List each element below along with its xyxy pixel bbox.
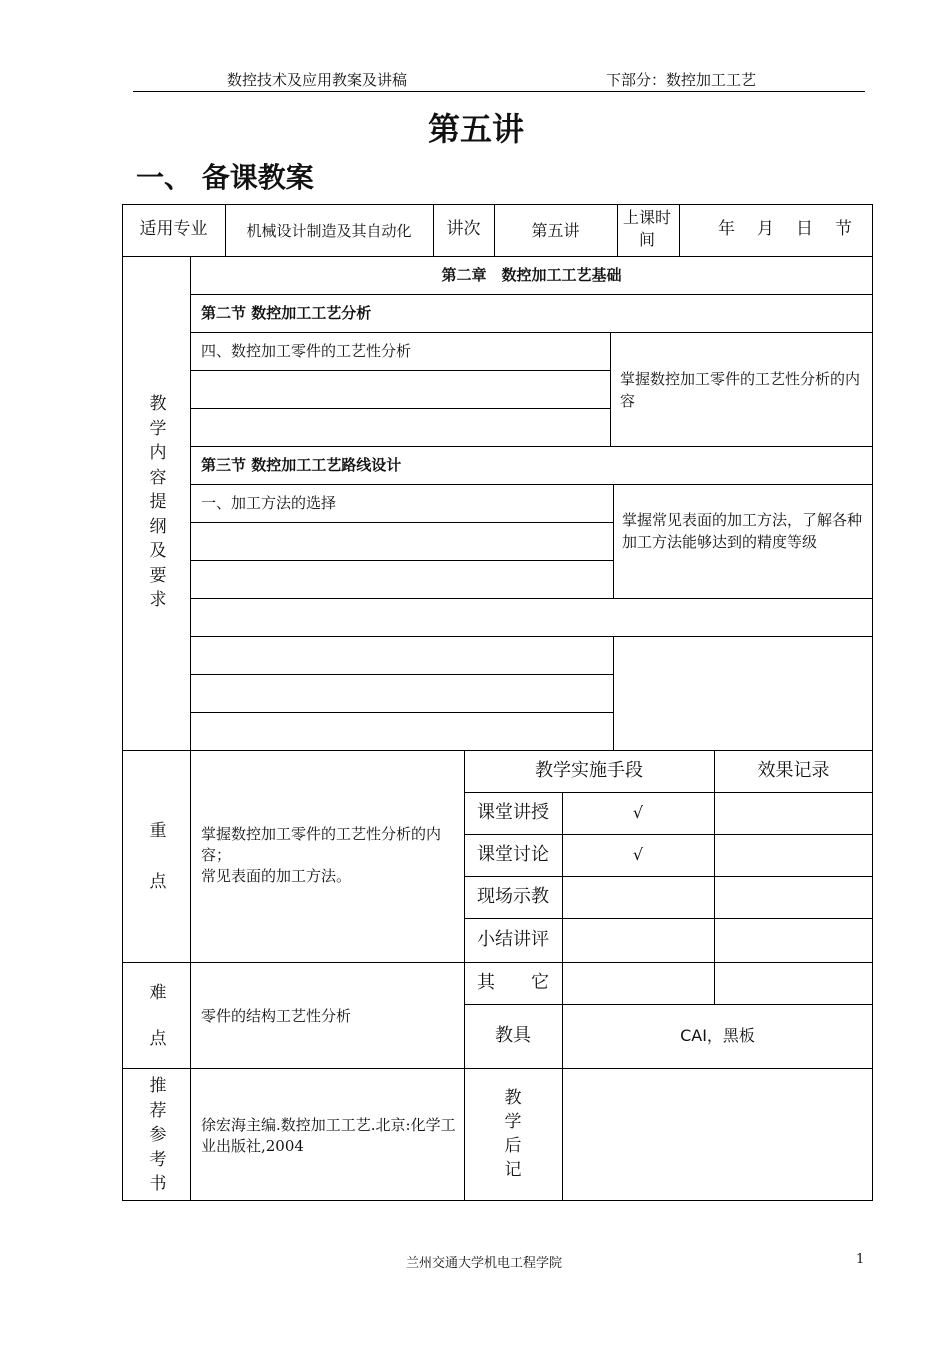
date-month: 月 bbox=[757, 219, 774, 239]
row-rule bbox=[122, 256, 873, 257]
difficult-label-2: 点 bbox=[149, 1029, 167, 1049]
requirement-text: 掌握常见表面的加工方法，了解各种加工方法能够达到的精度等级 bbox=[622, 511, 863, 551]
tools-label: 教具 bbox=[495, 1025, 531, 1046]
row-rule bbox=[122, 750, 873, 751]
requirement-text: 掌握数控加工零件的工艺性分析的内容 bbox=[620, 370, 861, 410]
key-label-1: 重 bbox=[149, 821, 167, 841]
row-rule bbox=[190, 294, 873, 295]
afterword-label: 教学后记 bbox=[504, 1088, 522, 1180]
major-label: 适用专业 bbox=[139, 219, 208, 239]
date-day: 日 bbox=[796, 219, 813, 239]
section3-heading: 第三节 数控加工工艺路线设计 bbox=[201, 456, 402, 474]
row-rule bbox=[190, 636, 873, 637]
col-rule bbox=[190, 256, 191, 1201]
method-name: 其 它 bbox=[477, 972, 549, 993]
method-name: 现场示教 bbox=[477, 886, 549, 907]
outline-label: 教学内容提纲及要求 bbox=[149, 394, 167, 610]
section-title: 一、 备课教案 bbox=[136, 161, 314, 194]
header-right: 下部分：数控加工工艺 bbox=[606, 71, 757, 89]
row-rule bbox=[464, 834, 873, 835]
row-rule bbox=[190, 674, 613, 675]
methods-header: 教学实施手段 bbox=[535, 760, 643, 781]
method-check: √ bbox=[632, 845, 644, 864]
key-line: 常见表面的加工方法。 bbox=[201, 867, 352, 885]
header-rule bbox=[133, 91, 865, 92]
method-name: 小结讲评 bbox=[477, 929, 549, 950]
difficult-label-1: 难 bbox=[149, 983, 167, 1003]
footer-institution: 兰州交通大学机电工程学院 bbox=[405, 1256, 562, 1271]
row-rule bbox=[190, 446, 873, 447]
lecture-value: 第五讲 bbox=[531, 221, 580, 240]
tools-value: CAI，黑板 bbox=[680, 1026, 755, 1045]
row-rule bbox=[122, 1068, 873, 1069]
outline-item: 四、数控加工零件的工艺性分析 bbox=[201, 342, 412, 360]
col-rule bbox=[613, 484, 614, 598]
books-content: 徐宏海主编.数控加工工艺.北京:化学工业出版社,2004 bbox=[201, 1116, 456, 1155]
method-check: √ bbox=[632, 803, 644, 822]
col-rule bbox=[613, 636, 614, 750]
row-rule bbox=[464, 792, 873, 793]
row-rule bbox=[190, 408, 610, 409]
row-rule bbox=[190, 712, 613, 713]
row-rule bbox=[190, 484, 873, 485]
lecture-label: 讲次 bbox=[446, 219, 481, 239]
col-rule bbox=[610, 332, 611, 446]
row-rule bbox=[464, 876, 873, 877]
header-left: 数控技术及应用教案及讲稿 bbox=[227, 71, 408, 89]
col-rule bbox=[617, 204, 618, 256]
row-rule bbox=[190, 522, 613, 523]
major-value: 机械设计制造及其自动化 bbox=[246, 222, 412, 240]
books-label: 推荐参考书 bbox=[149, 1076, 167, 1194]
row-rule bbox=[464, 918, 873, 919]
chapter-heading: 第二章 数控加工工艺基础 bbox=[441, 266, 622, 284]
row-rule bbox=[190, 598, 873, 599]
time-label: 上课时间 bbox=[623, 208, 672, 249]
section2-heading: 第二节 数控加工工艺分析 bbox=[201, 304, 372, 322]
effect-header: 效果记录 bbox=[757, 760, 830, 781]
page-number: 1 bbox=[856, 1252, 865, 1267]
date-year: 年 bbox=[718, 219, 735, 239]
key-line: 掌握数控加工零件的工艺性分析的内容； bbox=[201, 825, 442, 864]
row-rule bbox=[190, 560, 613, 561]
row-rule bbox=[190, 332, 873, 333]
col-rule bbox=[714, 750, 715, 1004]
page-title: 第五讲 bbox=[427, 110, 524, 148]
method-name: 课堂讨论 bbox=[477, 844, 549, 865]
row-rule bbox=[464, 1004, 873, 1005]
key-label-2: 点 bbox=[149, 872, 167, 892]
outline-item: 一、加工方法的选择 bbox=[201, 494, 337, 512]
date-period: 节 bbox=[835, 219, 852, 239]
row-rule bbox=[190, 370, 610, 371]
col-rule bbox=[679, 204, 680, 256]
key-content bbox=[201, 824, 459, 887]
difficult-content: 零件的结构工艺性分析 bbox=[201, 1007, 352, 1025]
method-name: 课堂讲授 bbox=[477, 802, 549, 823]
row-rule bbox=[122, 962, 873, 963]
